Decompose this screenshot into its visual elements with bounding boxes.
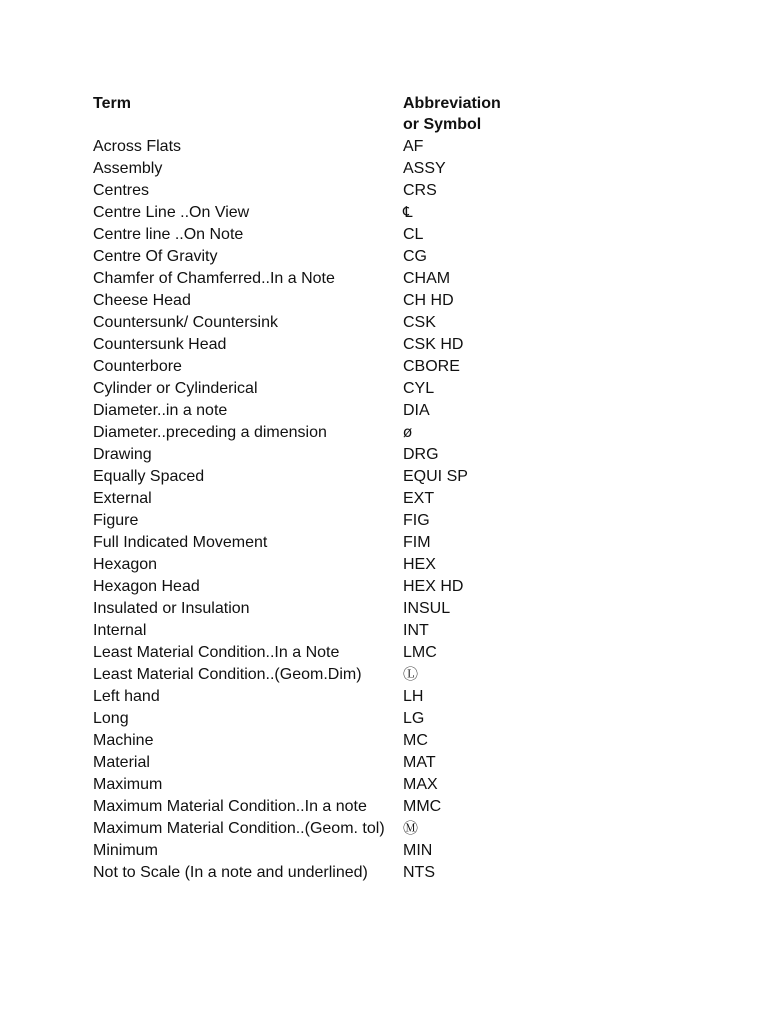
term-cell: Assembly <box>93 160 163 177</box>
table-row <box>93 685 523 707</box>
abbreviation-cell: LMC <box>403 644 437 661</box>
table-row <box>93 135 523 157</box>
table-row <box>93 465 523 487</box>
abbreviation-cell: DIA <box>403 402 430 419</box>
term-cell: Counterbore <box>93 358 182 375</box>
table-row <box>93 575 523 597</box>
table-row <box>93 201 523 223</box>
term-cell: Chamfer of Chamferred..In a Note <box>93 270 335 287</box>
term-cell: Cylinder or Cylinderical <box>93 380 258 397</box>
table-row <box>93 377 523 399</box>
abbreviation-cell: DRG <box>403 446 439 463</box>
term-cell: Least Material Condition..In a Note <box>93 644 340 661</box>
abbreviation-header-line2: or Symbol <box>403 116 482 133</box>
term-cell: Insulated or Insulation <box>93 600 250 617</box>
table-row <box>93 333 523 355</box>
term-cell: Material <box>93 754 150 771</box>
table-row <box>93 245 523 267</box>
table-row <box>93 487 523 509</box>
table-row <box>93 795 523 817</box>
term-cell: Drawing <box>93 446 152 463</box>
term-cell: Countersunk Head <box>93 336 227 353</box>
abbreviation-cell: LH <box>403 688 424 705</box>
term-cell: Not to Scale (In a note and underlined) <box>93 864 368 881</box>
abbreviation-cell: Ⓜ <box>403 819 419 837</box>
term-cell: Maximum Material Condition..(Geom. tol) <box>93 820 385 837</box>
term-column-header: Term <box>93 95 131 112</box>
table-row <box>93 663 523 685</box>
term-cell: Machine <box>93 732 154 749</box>
abbreviation-cell: LG <box>403 710 425 727</box>
term-cell: Countersunk/ Countersink <box>93 314 278 331</box>
term-cell: Across Flats <box>93 138 182 155</box>
term-cell: Left hand <box>93 688 160 705</box>
table-row <box>93 619 523 641</box>
table-row <box>93 751 523 773</box>
table-row <box>93 641 523 663</box>
table-row <box>93 817 523 839</box>
abbreviations-table <box>93 92 523 883</box>
term-cell: Least Material Condition..(Geom.Dim) <box>93 666 362 683</box>
abbreviation-cell: FIM <box>403 534 431 551</box>
term-cell: Hexagon Head <box>93 578 200 595</box>
term-cell: Diameter..preceding a dimension <box>93 424 327 441</box>
table-row <box>93 443 523 465</box>
abbreviation-cell: FIG <box>403 512 430 529</box>
term-cell: Centres <box>93 182 150 199</box>
table-row <box>93 355 523 377</box>
abbreviation-cell: AF <box>403 138 424 155</box>
abbreviation-cell: MAX <box>403 776 438 793</box>
table-row <box>93 157 523 179</box>
term-cell: Maximum <box>93 776 163 793</box>
term-cell: Maximum Material Condition..In a note <box>93 798 367 815</box>
abbreviation-cell: MMC <box>403 798 442 815</box>
abbreviation-cell: ℄ <box>403 203 413 221</box>
table-row <box>93 861 523 883</box>
abbreviation-cell: CBORE <box>403 358 460 375</box>
abbreviation-cell: CYL <box>403 380 435 397</box>
abbreviation-cell: CG <box>403 248 427 265</box>
term-cell: Figure <box>93 512 139 529</box>
abbreviation-cell: NTS <box>403 864 435 881</box>
term-cell: Centre line ..On Note <box>93 226 244 243</box>
table-row <box>93 267 523 289</box>
term-cell: Internal <box>93 622 147 639</box>
table-body <box>93 135 523 883</box>
abbreviation-cell: CL <box>403 226 424 243</box>
abbreviation-cell: CSK HD <box>403 336 464 353</box>
abbreviation-cell: Ⓛ <box>403 665 419 683</box>
table-row <box>93 289 523 311</box>
abbreviation-cell: MAT <box>403 754 436 771</box>
term-cell: Diameter..in a note <box>93 402 228 419</box>
table-row <box>93 531 523 553</box>
term-cell: Long <box>93 710 129 727</box>
table-header-row <box>93 92 523 135</box>
abbreviation-cell: CH HD <box>403 292 454 309</box>
abbreviation-cell: CHAM <box>403 270 451 287</box>
term-cell: Hexagon <box>93 556 158 573</box>
abbreviation-cell: ASSY <box>403 160 446 177</box>
abbreviation-cell: MC <box>403 732 428 749</box>
term-cell: Centre Line ..On View <box>93 204 250 221</box>
table-row <box>93 223 523 245</box>
table-row <box>93 553 523 575</box>
table-row <box>93 399 523 421</box>
table-row <box>93 179 523 201</box>
abbreviation-cell: EXT <box>403 490 435 507</box>
table-row <box>93 839 523 861</box>
term-cell: Centre Of Gravity <box>93 248 218 265</box>
table-row <box>93 597 523 619</box>
table-row <box>93 707 523 729</box>
table-row <box>93 421 523 443</box>
table-row <box>93 773 523 795</box>
abbreviation-cell: CSK <box>403 314 436 331</box>
abbreviation-cell: INSUL <box>403 600 451 617</box>
term-cell: Cheese Head <box>93 292 191 309</box>
table-row <box>93 729 523 751</box>
abbreviation-cell: HEX <box>403 556 436 573</box>
abbreviation-column-header <box>403 92 523 135</box>
term-cell: External <box>93 490 152 507</box>
abbreviation-cell: HEX HD <box>403 578 464 595</box>
term-cell: Full Indicated Movement <box>93 534 268 551</box>
abbreviation-cell: CRS <box>403 182 437 199</box>
abbreviation-cell: ø <box>403 423 413 441</box>
table-row <box>93 509 523 531</box>
table-row <box>93 311 523 333</box>
abbreviation-cell: INT <box>403 622 429 639</box>
term-cell: Minimum <box>93 842 158 859</box>
abbreviation-header-line1: Abbreviation <box>403 95 501 112</box>
term-cell: Equally Spaced <box>93 468 205 485</box>
abbreviation-cell: EQUI SP <box>403 468 468 485</box>
abbreviation-cell: MIN <box>403 842 433 859</box>
